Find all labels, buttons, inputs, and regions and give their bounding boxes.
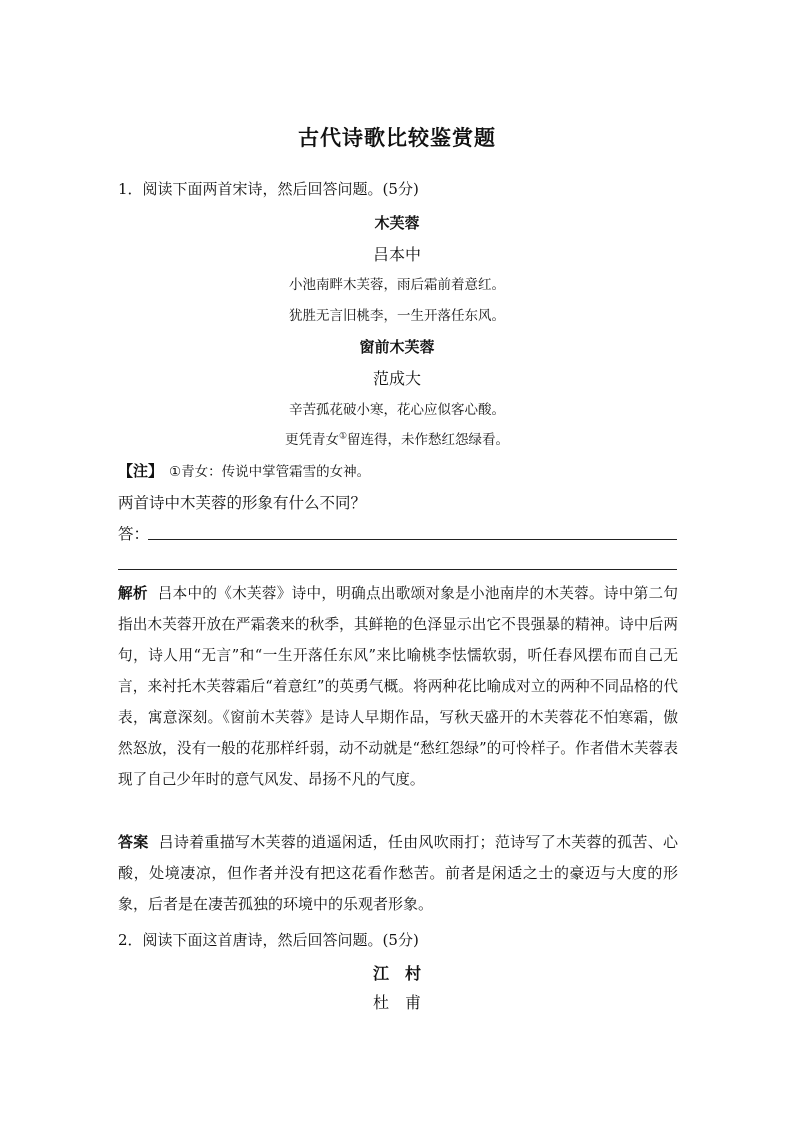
poem-3-author: 杜 甫 bbox=[372, 993, 421, 1012]
question-1-prompt: 1．阅读下面两首宋诗，然后回答问题。(5分) bbox=[118, 180, 419, 198]
poem-2-title: 窗前木芙蓉 bbox=[359, 338, 435, 356]
footnote-label: 【注】 bbox=[118, 462, 164, 480]
analysis-paragraph bbox=[118, 578, 678, 795]
answer-key-paragraph bbox=[118, 827, 678, 920]
poem-1-line-2: 犹胜无言旧桃李，一生开落任东风。 bbox=[289, 308, 505, 324]
poem-2-author: 范成大 bbox=[372, 369, 421, 388]
question-2-prompt: 2．阅读下面这首唐诗，然后回答问题。(5分) bbox=[118, 931, 419, 949]
poem-2-line-1: 辛苦孤花破小寒，花心应似客心酸。 bbox=[289, 402, 505, 418]
answer-key-text: 吕诗着重描写木芙蓉的逍遥闲适，任由风吹雨打；范诗写了木芙蓉的孤苦、心酸，处境凄凉，但作者并没有把这花看作愁苦。前者是闲适之士的豪迈与大度的形象，后者是在凄苦孤独的环境中的乐观者形象。 bbox=[118, 833, 678, 913]
answer-line-2[interactable] bbox=[118, 569, 677, 570]
poem-3-title: 江 村 bbox=[372, 964, 421, 983]
answer-line-1[interactable] bbox=[148, 539, 677, 540]
question-1-text: 两首诗中木芙蓉的形象有什么不同？ bbox=[118, 494, 367, 512]
answer-key-label: 答案 bbox=[118, 833, 149, 851]
page-title: 古代诗歌比较鉴赏题 bbox=[298, 125, 496, 150]
poem-1-author: 吕本中 bbox=[372, 245, 421, 264]
poem-1-line-1: 小池南畔木芙蓉，雨后霜前着意红。 bbox=[289, 277, 505, 293]
poem-2-line-2-end: 留连得，未作愁红怨绿看。 bbox=[347, 432, 510, 448]
poem-2-line-2-start: 更凭青女 bbox=[284, 432, 339, 448]
footnote-marker: ① bbox=[338, 431, 348, 442]
footnote-text: ①青女：传说中掌管霜雪的女神。 bbox=[169, 464, 371, 480]
footnote bbox=[118, 460, 370, 481]
poem-1-title: 木芙蓉 bbox=[374, 214, 420, 232]
analysis-label: 解析 bbox=[118, 585, 148, 602]
poem-2-line-2 bbox=[0, 428, 794, 448]
analysis-text: 吕本中的《木芙蓉》诗中，明确点出歌颂对象是小池南岸的木芙蓉。诗中第二句指出木芙蓉开放在严霜袭来的秋季，其鲜艳的色泽显示出它不畏强暴的精神。诗中后两句，诗人用“无言”和“一生开落任东风”来比喻桃李怯懦软弱，听任春风摆布而自己无言，来衬托木芙蓉霜后“着意红”的英勇气概。将两种花比喻成对立的两种不同品格的代表，寓意深刻。《窗前木芙蓉》是诗人早期作品，写秋天盛开的木芙蓉花不怕寒霜，傲然怒放，没有一般的花那样纤弱，动不动就是“愁红怨绿”的可怜样子。作者借木芙蓉表现了自己少年时的意气风发、昂扬不凡的气度。 bbox=[118, 585, 678, 788]
answer-label: 答： bbox=[118, 525, 150, 543]
